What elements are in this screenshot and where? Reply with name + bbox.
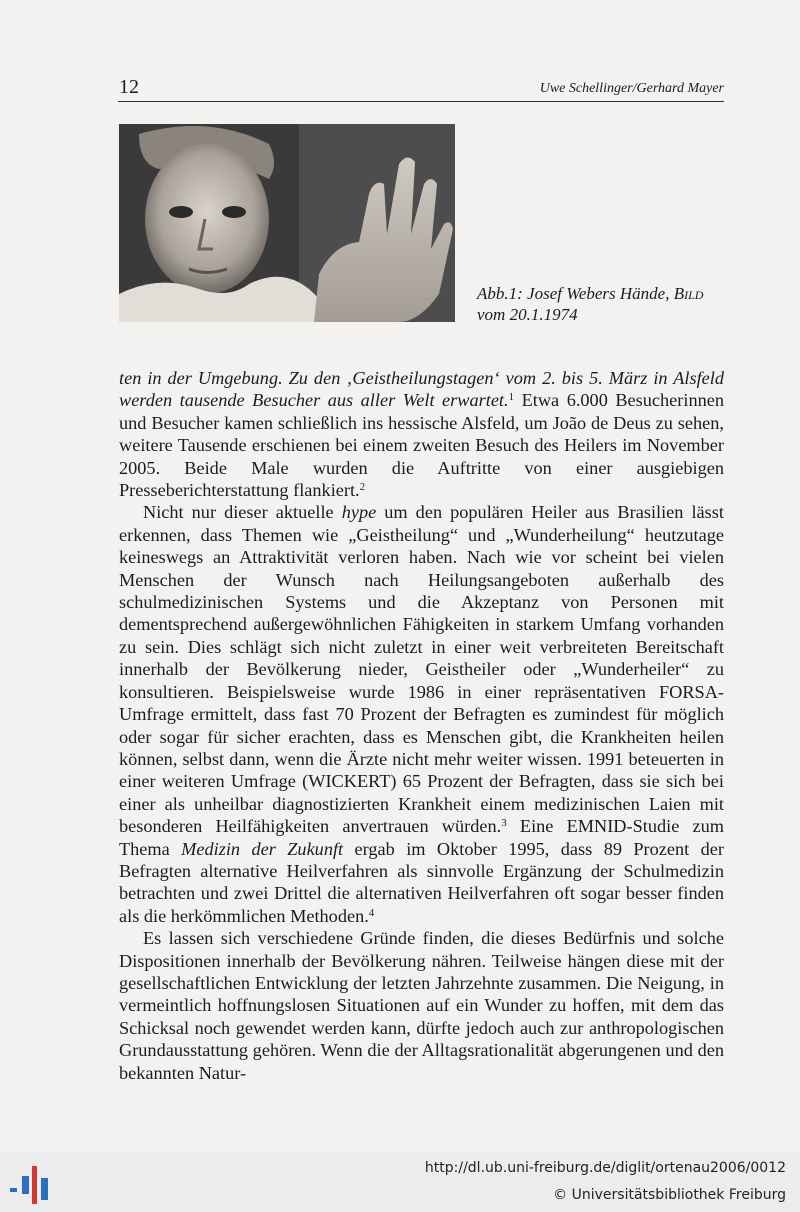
footnote-ref-2: 2: [359, 481, 366, 494]
paragraph-1-quote: ten in der Umgebung. Zu den ‚Geistheilungstagen‘ vom 2. bis 5. März in Alsfeld werden tausende Besucher aus aller Welt erwartet.: [119, 368, 724, 411]
study-title: Medizin der Zukunft: [181, 838, 344, 859]
body-text: [119, 367, 724, 1084]
paragraph-2: Nicht nur dieser aktuelle hype um den populären Heiler aus Brasilien lässt erkennen, dass Themen wie „Geistheilung“ und „Wunderheilung“ heutzutage keineswegs an Attraktivität verloren haben. Nach wie vor scheint bei vielen Menschen der Wunsch nach Heilungsangeboten außerhalb des schulmedizinischen Systems und die Akzeptanz von Personen mit dementsprechend außergewöhnlichen Fähigkeiten in starkem Umfang vorhanden zu sein. Dies schlägt sich nicht zuletzt in einer weit verbreiteten Bereitschaft innerhalb der Bevölkerung nieder, Geistheiler oder „Wunderheiler“ zu konsultieren. Beispielsweise wurde 1986 in einer repräsentativen FORSA-Umfrage ermittelt, dass fast 70 Prozent der Befragten es zumindest für möglich oder sogar für sicher erachten, dass es Menschen gibt, die Krankheiten heilen können, selbst dann, wenn die Ärzte nicht mehr weiter wissen. 1991 beteuerten in einer weiteren Umfrage (WICKERT) 65 Prozent der Befragten, dass sie sich bei einer als unheilbar diagnostizierten Krankheit einem medizinischen Laien mit besonderen Heilfähigkeiten anvertrauen würden.$^3$ Eine EMNID-Studie zum Thema Medizin der Zukunft ergab im Oktober 1995, dass 89 Prozent der Befragten alternative Heilverfahren als sinnvolle Ergänzung der Schulmedizin betrachten und zwei Drittel die alternativen Heilverfahren oft sogar besser finden als die herkömmlichen Methoden.$^4$: [119, 502, 724, 926]
library-logo-icon: [8, 1164, 54, 1206]
term-hype: hype: [341, 502, 377, 523]
running-header-authors: Uwe Schellinger/Gerhard Mayer: [539, 81, 724, 96]
footnote-ref-1: 1: [508, 391, 515, 404]
caption-prefix: Abb.1: Josef Webers Hände,: [477, 284, 674, 303]
page-number: 12: [119, 76, 139, 98]
footer-copyright: © Universitätsbibliothek Freiburg: [553, 1187, 786, 1203]
header-rule: [118, 101, 724, 102]
paragraph-1-text: Etwa 6.000 Besucherinnen und Besucher kamen schließlich ins hessische Alsfeld, um João de Deus zu sehen, weitere Tausende erschienen bei einem zweiten Besuch des Heilers im November 2005. Beide Male wurden die Auftritte von einer ausgiebigen Presseberichterstattung flankiert.: [119, 390, 724, 501]
figure-photo: [119, 124, 455, 322]
paragraph-1: [119, 367, 724, 501]
footnote-ref-3: 3: [501, 817, 507, 830]
caption-suffix: vom 20.1.1974: [477, 305, 578, 324]
footnote-ref-4: 4: [368, 906, 375, 919]
footer-url-link[interactable]: http://dl.ub.uni-freiburg.de/diglit/ortenau2006/0012: [424, 1160, 786, 1176]
figure-caption: [477, 283, 727, 325]
paragraph-3: Es lassen sich verschiedene Gründe finden, die dieses Bedürfnis und solche Dispositionen innerhalb der Bevölkerung nähren. Teilweise hängen diese mit der gesellschaftlichen Entwicklung der letzten Jahrzehnte zusammen. Die Neigung, in vermeintlich hoffnungslosen Situationen auf ein Wunder zu hoffen, mit dem das Schicksal noch gewendet werden kann, dürfte jedoch auch zur anthropologischen Grundausstattung gehören. Wenn die der Alltagsrationalität abgerungenen und den bekannten Natur-: [119, 928, 724, 1083]
caption-source: Bild: [673, 284, 704, 303]
